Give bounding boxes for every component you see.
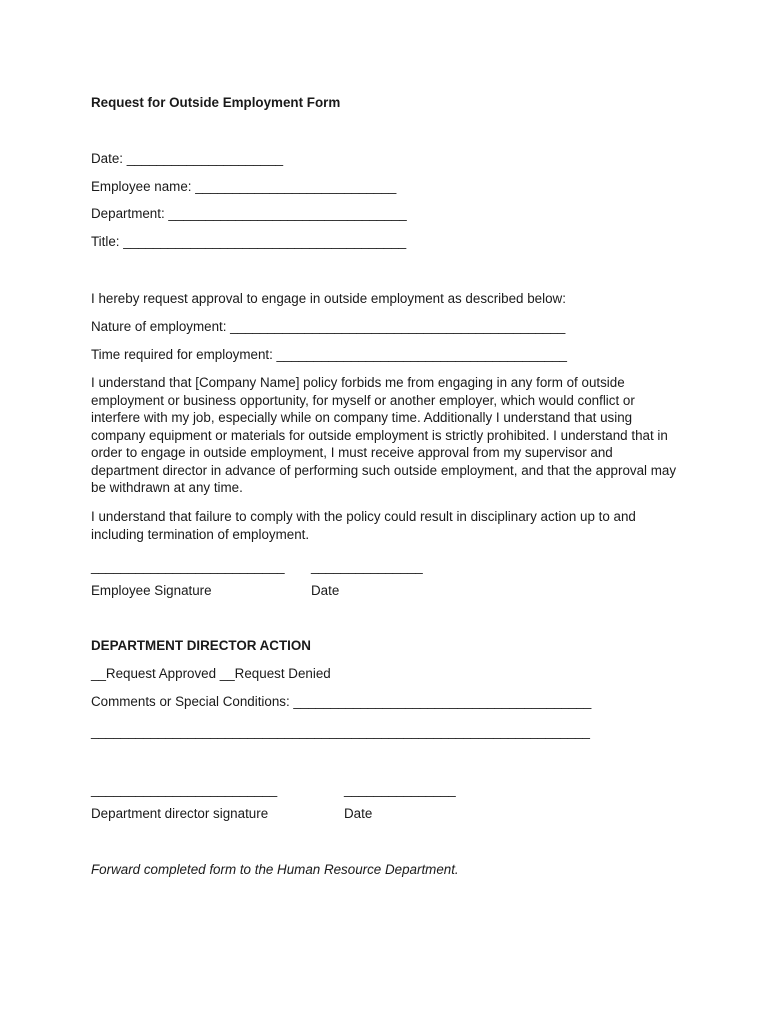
compliance-paragraph: I understand that failure to comply with the policy could result in disciplinary action up to and including termination of employment. — [91, 509, 636, 542]
employee-signature-line[interactable]: __________________________ — [91, 559, 285, 574]
policy-paragraph: I understand that [Company Name] policy forbids me from engaging in any form of outside employment or business opportunity, for myself or another employer, which would conflict or interfere with my job, especially while on company time. Additionally I understand that using company equipment or materials for outside employment is strictly prohibited. I understand that in order to engage in outside employment, I must receive approval from my supervisor and department director in advance of performing such outside employment, and that the approval may be withdrawn at any time. — [91, 375, 677, 495]
director-section-heading: DEPARTMENT DIRECTOR ACTION — [91, 638, 311, 653]
footer-note: Forward completed form to the Human Resource Department. — [91, 862, 459, 877]
director-date-line[interactable]: _______________ — [344, 782, 456, 797]
date-field[interactable]: Date: _____________________ — [91, 151, 284, 166]
comments-field[interactable]: Comments or Special Conditions: ________________________________________ — [91, 694, 592, 709]
department-field[interactable]: Department: ________________________________ — [91, 206, 407, 221]
time-required-field[interactable]: Time required for employment: _______________________________________ — [91, 347, 567, 362]
nature-of-employment-field[interactable]: Nature of employment: _____________________________________________ — [91, 319, 566, 334]
request-intro: I hereby request approval to engage in outside employment as described below: — [91, 291, 566, 306]
form-title: Request for Outside Employment Form — [91, 95, 341, 110]
employee-date-line[interactable]: _______________ — [311, 559, 423, 574]
director-signature-label: Department director signature — [91, 806, 269, 821]
approval-decision-options[interactable]: __Request Approved __Request Denied — [91, 666, 331, 681]
comments-line-2[interactable]: ___________________________________________________________________ — [91, 724, 590, 739]
employee-date-label: Date — [311, 583, 340, 598]
director-signature-line[interactable]: _________________________ — [91, 782, 278, 797]
employee-signature-label: Employee Signature — [91, 583, 212, 598]
title-field[interactable]: Title: ______________________________________ — [91, 234, 407, 249]
employee-name-field[interactable]: Employee name: ___________________________ — [91, 179, 397, 194]
director-date-label: Date — [344, 806, 373, 821]
